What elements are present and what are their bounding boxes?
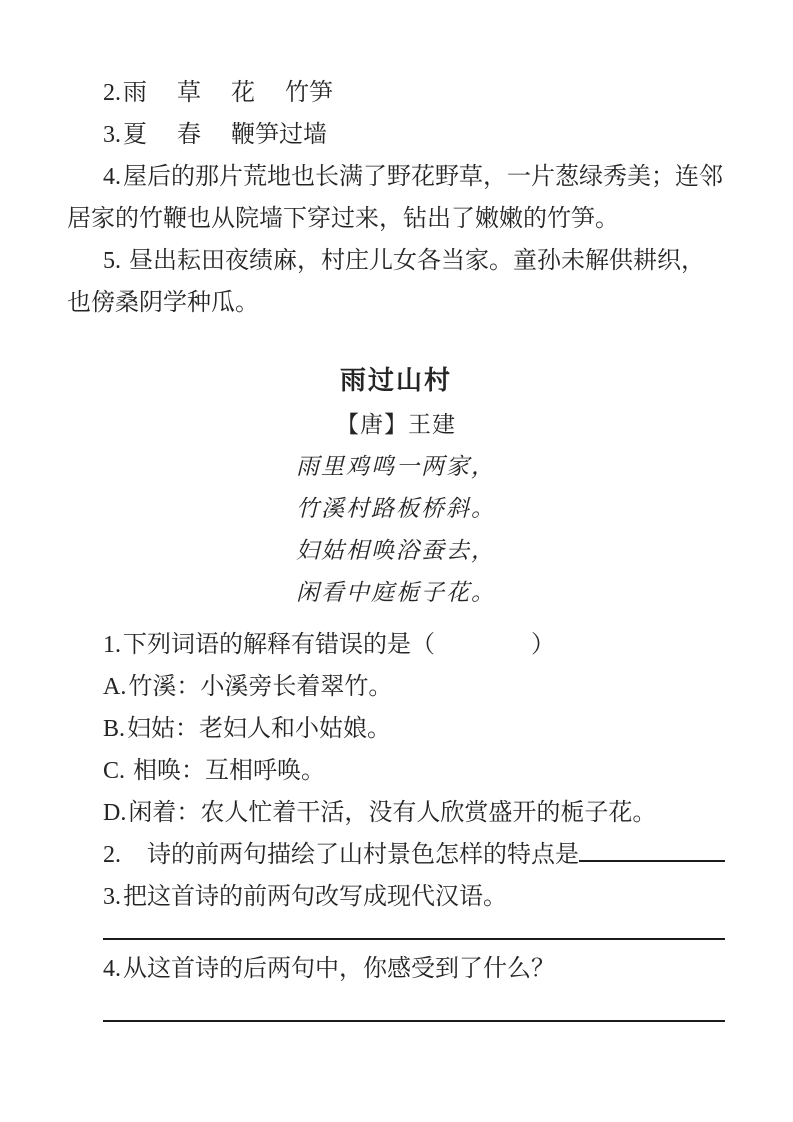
answer-rule-line (103, 938, 725, 940)
poem-line-3: 妇姑相唤浴蚕去， (296, 538, 496, 563)
option-b (67, 708, 725, 750)
item-text: 屋后的那片荒地也长满了野花野草，一片葱绿秀美；连邻居家的竹鞭也从院墙下穿过来，钻出了嫩嫩的竹笋。 (67, 164, 723, 232)
option-text: 闲着：农人忙着干活，没有人欣赏盛开的栀子花。 (128, 800, 657, 826)
question-number: 1. (103, 632, 121, 658)
poem-line-1: 雨里鸡鸣一两家， (296, 454, 496, 479)
answer-item-4 (67, 156, 725, 240)
answers-section (67, 72, 725, 324)
question-1 (67, 624, 725, 666)
question-4 (67, 948, 725, 990)
answer-item-2 (67, 72, 725, 114)
question-number: 4. (103, 956, 121, 982)
option-text: 竹溪：小溪旁长着翠竹。 (128, 674, 393, 700)
option-label: A. (103, 674, 127, 700)
question-2 (67, 834, 725, 876)
question-number: 2. (103, 842, 121, 868)
option-a (67, 666, 725, 708)
question-text: 把这首诗的前两句改写成现代汉语。 (123, 884, 507, 910)
answer-rule-line (103, 1020, 725, 1022)
question-text: 从这首诗的后两句中，你感受到了什么？ (123, 956, 555, 982)
item-text: 雨 草 花 竹笋 (123, 80, 333, 106)
option-label: C. (103, 758, 126, 784)
question-3 (67, 876, 725, 918)
option-text: 妇姑：老妇人和小姑娘。 (127, 716, 392, 742)
option-d (67, 792, 725, 834)
option-label: D. (103, 800, 127, 826)
answer-item-5 (67, 240, 725, 324)
item-number: 4. (103, 164, 121, 190)
option-label: B. (103, 716, 126, 742)
item-text: 昼出耘田夜绩麻，村庄儿女各当家。童孙未解供耕织，也傍桑阴学种瓜。 (67, 248, 705, 316)
poem-line-4: 闲看中庭栀子花。 (296, 580, 496, 605)
item-text: 夏 春 鞭笋过墙 (123, 122, 327, 148)
item-number: 2. (103, 80, 121, 106)
item-number: 3. (103, 122, 121, 148)
item-number: 5. (103, 248, 121, 274)
question-text: 下列词语的解释有错误的是（ ） (123, 632, 555, 658)
option-c (67, 750, 725, 792)
poem-line-2: 竹溪村路板桥斜。 (296, 496, 496, 521)
poem-section (67, 358, 725, 614)
question-text: 诗的前两句描绘了山村景色怎样的特点是 (123, 842, 579, 868)
questions-section (67, 624, 725, 1022)
answer-item-3 (67, 114, 725, 156)
poem-author: 【唐】王建 (336, 412, 456, 437)
option-text: 相唤：互相呼唤。 (127, 758, 326, 784)
poem-title: 雨过山村 (339, 366, 452, 395)
fill-in-blank (579, 858, 725, 862)
question-number: 3. (103, 884, 121, 910)
